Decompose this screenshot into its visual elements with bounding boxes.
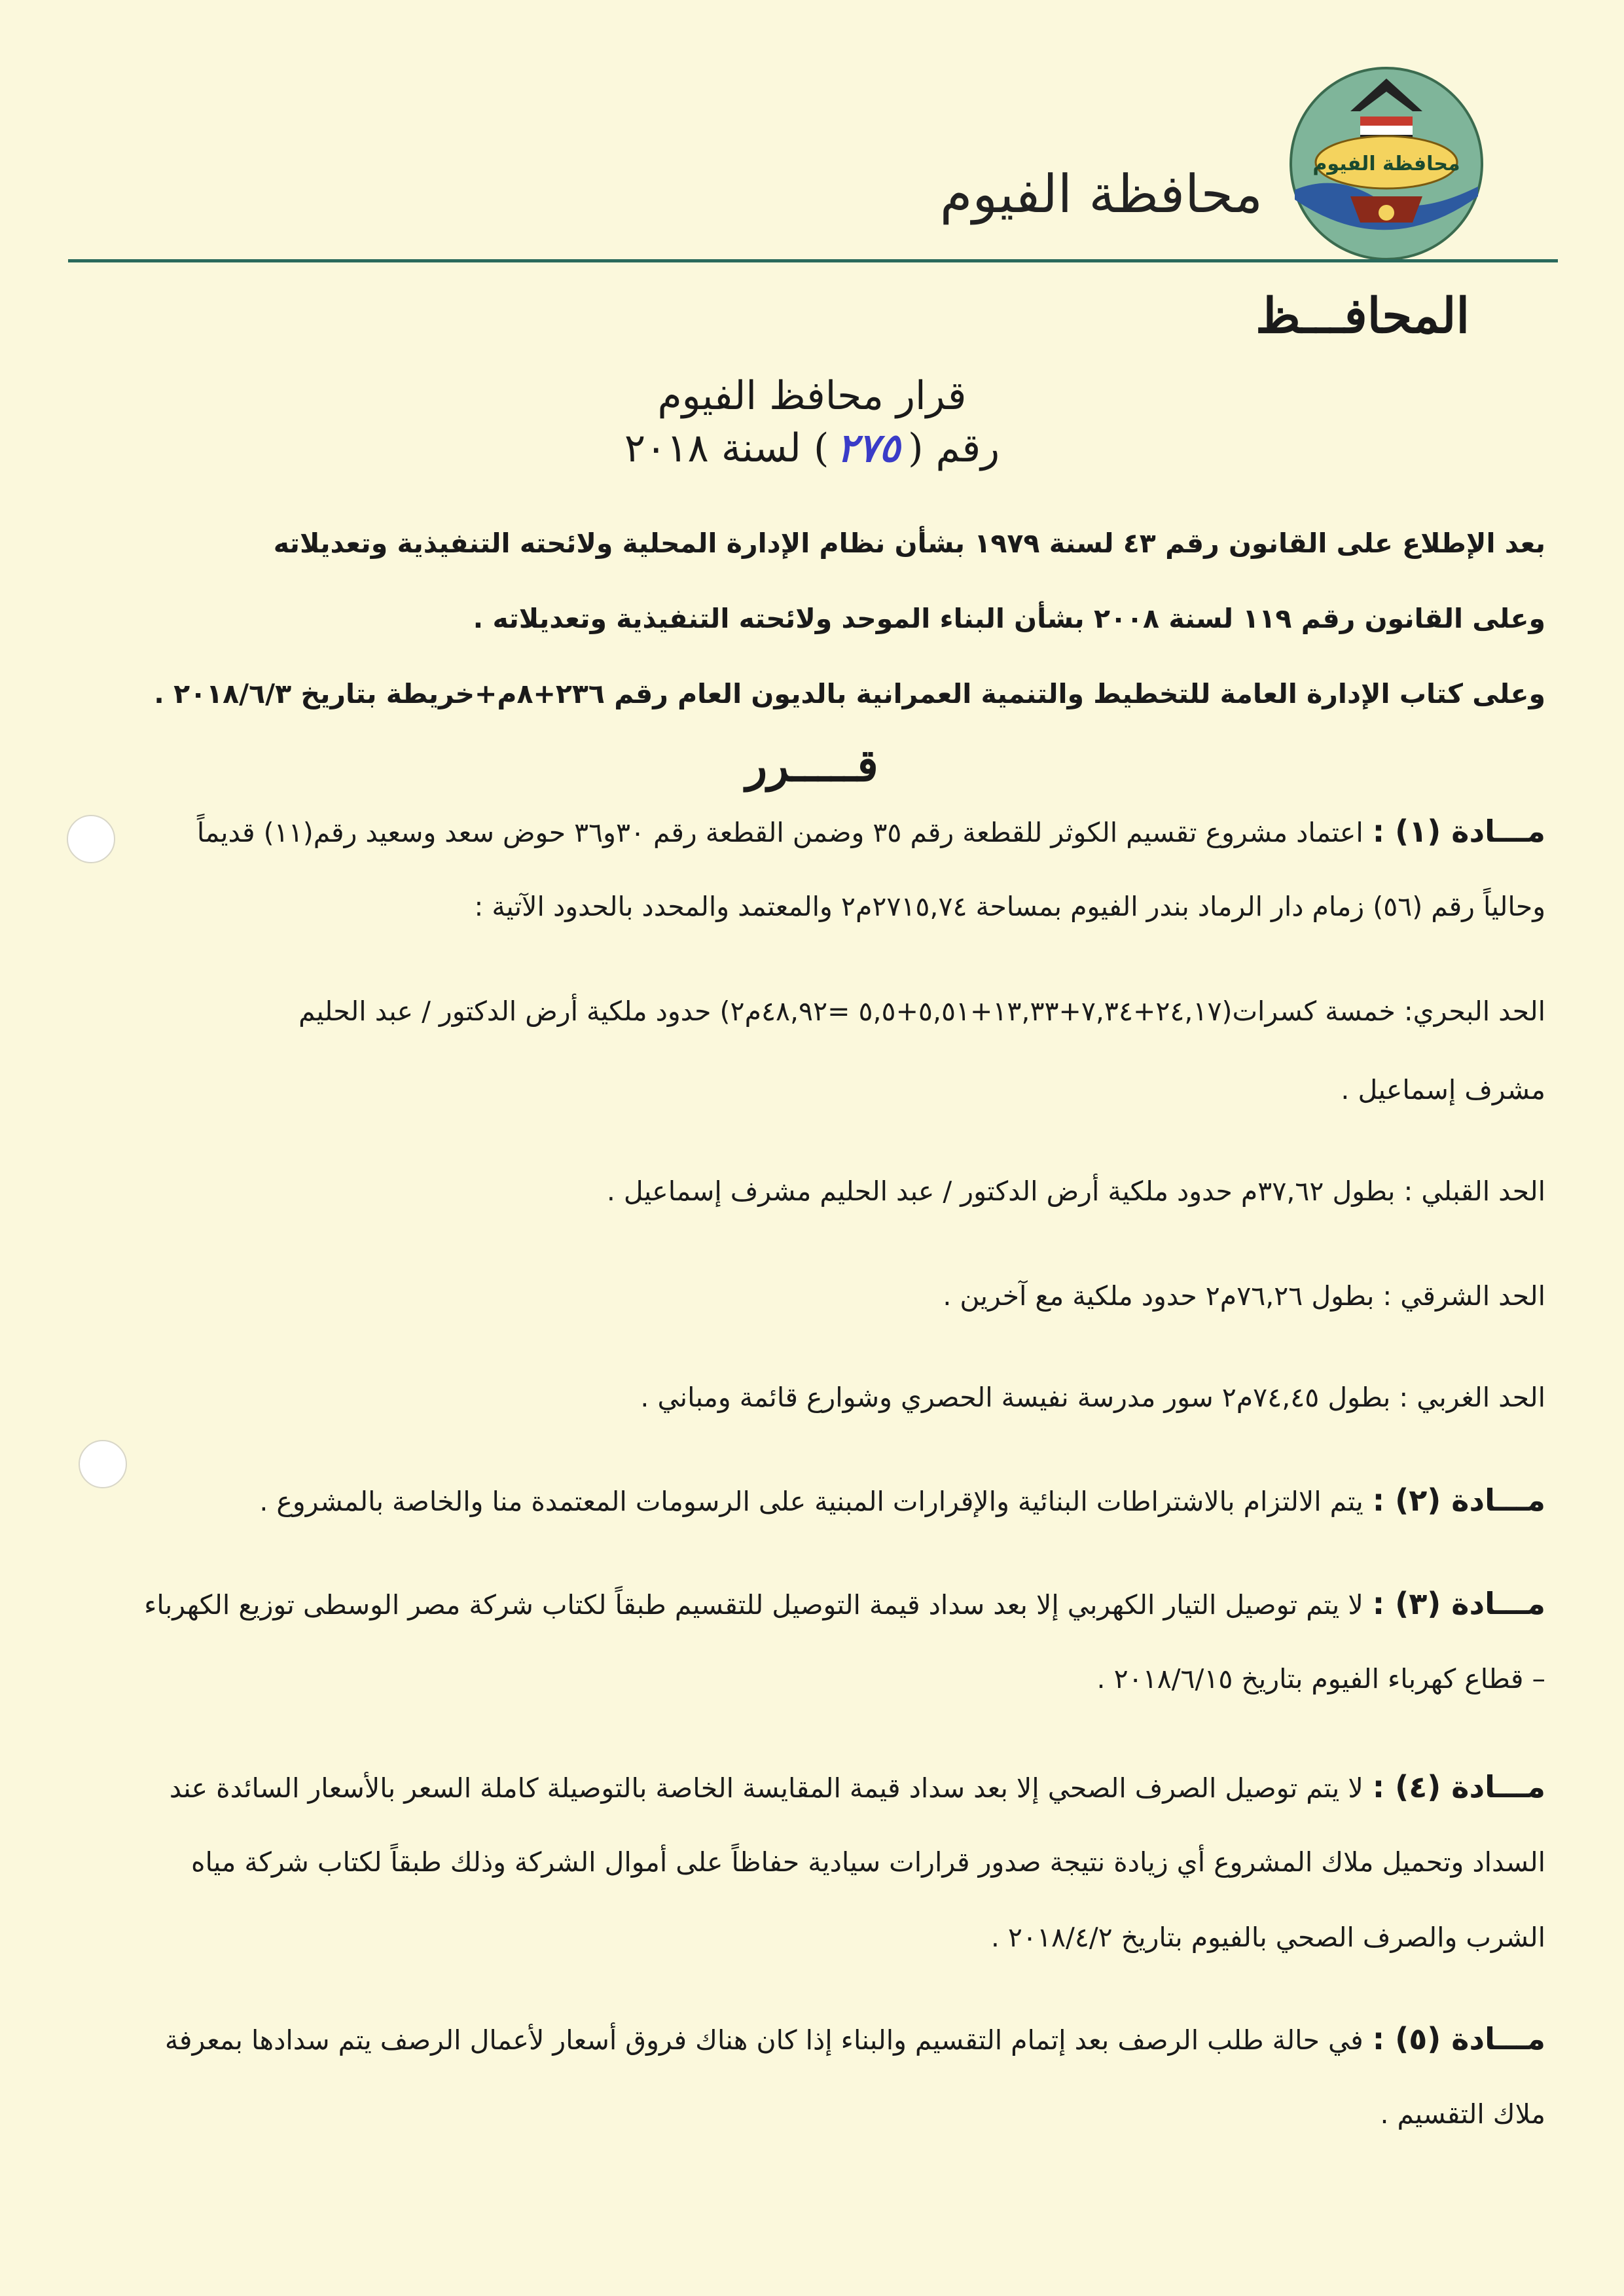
article-2-line [72,1480,1545,1521]
governorate-logo [1288,65,1485,262]
boundary-west: الحد الغربي : بطول ٧٤,٤٥م٢ سور مدرسة نفيسة الحصري وشوارع قائمة ومباني . [640,1382,1545,1413]
article-2-text: يتم الالتزام بالاشتراطات البنائية والإقرارات المبنية على الرسومات المعتمدة منا والخاصة بالمشروع . [259,1486,1363,1517]
governorate-name: محافظة الفيوم [939,164,1263,224]
article-4-heading: مـــادة (٤) : [1372,1769,1545,1804]
preamble-line: بعد الإطلاع على القانون رقم ٤٣ لسنة ١٩٧٩ بشأن نظام الإدارة المحلية ولائحته التنفيذية وتعديلاته [273,528,1545,559]
punch-hole [79,1440,127,1488]
header-divider [68,259,1558,262]
decree-number-suffix: ) لسنة ٢٠١٨ [624,425,829,471]
article-2-heading: مـــادة (٢) : [1372,1482,1545,1518]
boundary-north-cont: مشرف إسماعيل . [1341,1074,1545,1105]
article-1-heading: مـــادة (١) : [1372,814,1545,849]
article-4-line [72,1767,1545,1808]
decree-number [0,425,1624,471]
article-4-text: لا يتم توصيل الصرف الصحي إلا بعد سداد قيمة المقايسة الخاصة بالتوصيلة كاملة السعر بالأسعار السائدة عند [169,1772,1363,1804]
decided-heading: قـــــرر [746,740,878,792]
article-5-heading: مـــادة (٥) : [1372,2021,1545,2056]
article-3-text: لا يتم توصيل التيار الكهربي إلا بعد سداد قيمة التوصيل للتقسيم طبقاً لكتاب شركة مصر الوسطى توزيع الكهرباء [144,1589,1363,1621]
logo-wordmark: محافظة الفيوم [1312,152,1460,175]
article-5-line [72,2019,1545,2060]
article-4-line: السداد وتحميل ملاك المشروع أي زيادة نتيجة صدور قرارات سيادية حفاظاً على أموال الشركة وذلك طبقاً لكتاب شركة مياه [191,1846,1545,1878]
article-5-line: ملاك التقسيم . [1380,2098,1545,2130]
punch-hole [67,815,115,863]
article-4-line: الشرب والصرف الصحي بالفيوم بتاريخ ٢٠١٨/٤/٢ . [990,1922,1545,1953]
preamble-line: وعلى القانون رقم ١١٩ لسنة ٢٠٠٨ بشأن البناء الموحد ولائحته التنفيذية وتعديلاته . [473,603,1545,634]
article-1-line [72,812,1545,852]
article-1-line: وحالياً رقم (٥٦) زمام دار الرماد بندر الفيوم بمساحة ٢٧١٥,٧٤م٢ والمعتمد والمحدد بالحدود الآتية : [474,891,1545,922]
article-1-text: اعتماد مشروع تقسيم الكوثر للقطعة رقم ٣٥ وضمن القطعة رقم ٣٠و٣٦ حوض سعد وسعيد رقم(١١) قديماً [196,817,1363,848]
decree-title: قرار محافظ الفيوم [657,373,967,419]
article-5-text: في حالة طلب الرصف بعد إتمام التقسيم والبناء إذا كان هناك فروق أسعار لأعمال الرصف يتم سدادها بمعرفة [164,2024,1363,2056]
article-3-heading: مـــادة (٣) : [1372,1586,1545,1621]
preamble-line: وعلى كتاب الإدارة العامة للتخطيط والتنمية العمرانية بالديون العام رقم ٢٣٦+٨م+خريطة بتاريخ ٢٠١٨/٦/٣ . [154,678,1545,709]
article-3-line: – قطاع كهرباء الفيوم بتاريخ ٢٠١٨/٦/١٥ . [1096,1663,1545,1695]
article-3-line [72,1584,1545,1624]
boundary-east: الحد الشرقي : بطول ٧٦,٢٦م٢ حدود ملكية مع آخرين . [943,1280,1545,1312]
decree-number-handwritten: ٢٧٥ [837,425,901,471]
decree-number-prefix: رقم ( [908,425,1000,471]
boundary-south: الحد القبلي : بطول ٣٧,٦٢م حدود ملكية أرض الدكتور / عبد الحليم مشرف إسماعيل . [606,1175,1545,1207]
office-title: المحافـــظ [1255,288,1470,344]
boundary-north: الحد البحري: خمسة كسرات(٢٤,١٧+٧,٣٤+١٣,٣٣+٥,٥١+٥,٥ =٤٨,٩٢م٢) حدود ملكية أرض الدكتور / عبد الحليم [298,996,1545,1027]
